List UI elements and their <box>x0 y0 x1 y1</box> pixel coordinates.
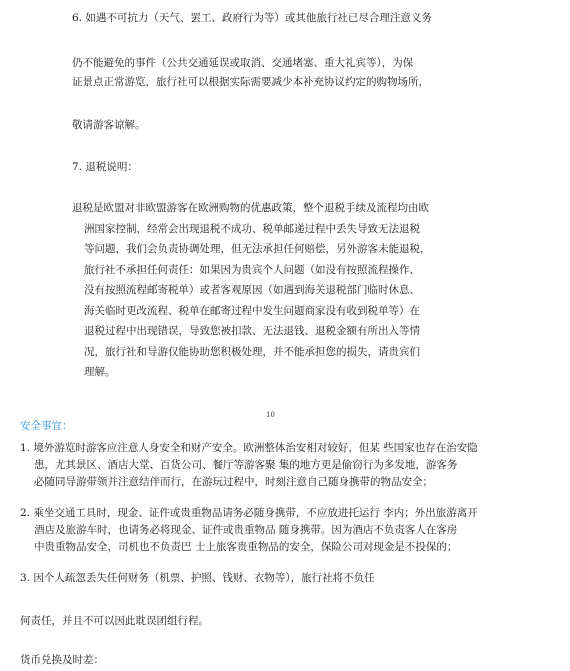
tax-refund-line: 退税过程中出现错误，导致您被扣款、无法退钱、退税金额有所出入等情 <box>84 325 420 337</box>
safety-item-line: 患，尤其景区、酒店大堂、百货公司、餐厅等游客聚 集的地方更是偷窃行为多发地，游客务 <box>34 459 458 471</box>
apology-note: 敬请游客谅解。 <box>72 119 146 131</box>
safety-item-line: 必随同导游带领并注意结伴而行，在游玩过程中，时刻注意自己随身携带的物品安全； <box>34 476 433 488</box>
safety-item-2 <box>20 505 478 556</box>
force-majeure-continued-line-1: 仍不能避免的事件（公共交通延误或取消、交通堵塞、重大礼宾等），为保 <box>72 57 414 69</box>
safety-item-3 <box>20 570 375 587</box>
safety-item-line: 酒店及旅游车时，也请务必将现金、证件或贵重物品 随身携带。因为酒店不负责客人在客房 <box>34 524 458 536</box>
force-majeure-clause: 6. 如遇不可抗力（天气、罢工、政府行为等）或其他旅行社已尽合理注意义务 <box>72 12 432 24</box>
safety-heading: 安全事宜： <box>20 420 73 432</box>
safety-item-line: 中贵重物品安全，司机也不负责巴 士上旅客贵重物品的安全，保险公司对现金是不投保的； <box>34 541 458 553</box>
page-number: 10 <box>266 411 275 419</box>
force-majeure-continued-line-2: 证景点正常游览，旅行社可以根据实际需要减少本补充协议约定的购物场所， <box>72 76 429 88</box>
tax-refund-heading: 7. 退税说明： <box>72 161 138 173</box>
tax-refund-paragraph <box>72 198 431 383</box>
safety-item-line: 3. 因个人疏忽丢失任何财务（机票、护照、钱财、衣物等），旅行社将不负任 <box>20 572 375 584</box>
safety-item-line: 1. 境外游览时游客应注意人身安全和财产安全。欧洲整体治安相对较好，但某 些国家也存在治安隐 <box>20 442 478 454</box>
currency-timezone-heading: 货币兑换及时差： <box>20 654 104 666</box>
tax-refund-line: 退税是欧盟对非欧盟游客在欧洲购物的优惠政策，整个退税手续及流程均由欧 <box>72 202 429 214</box>
tax-refund-line: 没有按照流程邮寄税单）或者客观原因（如遇到海关退税部门临时休息、 <box>84 284 420 296</box>
safety-item-line: 2. 乘坐交通工具时，现金、证件或贵重物品请务必随身携带，不应放进托运行 李内；外出旅游离开 <box>20 507 478 519</box>
liability-tail: 何责任，并且不可以因此耽误团组行程。 <box>20 615 209 627</box>
tax-refund-line: 洲国家控制，经常会出现退税不成功、税单邮递过程中丢失导致无法退税 <box>84 222 420 235</box>
tax-refund-line: 等问题，我们会负责协调处理，但无法承担任何赔偿，另外游客未能退税， <box>84 243 431 255</box>
tax-refund-line: 旅行社不承担任何责任：如果因为贵宾个人问题（如没有按照流程操作、 <box>84 263 420 276</box>
tax-refund-line: 海关临时更改流程、税单在邮寄过程中发生问题商家没有收到税单等）在 <box>84 304 420 317</box>
tax-refund-line: 理解。 <box>84 366 116 378</box>
tax-refund-line: 况，旅行社和导游仅能协助您积极处理，并不能承担您的损失，请贵宾们 <box>84 345 420 358</box>
safety-item-1 <box>20 440 478 491</box>
